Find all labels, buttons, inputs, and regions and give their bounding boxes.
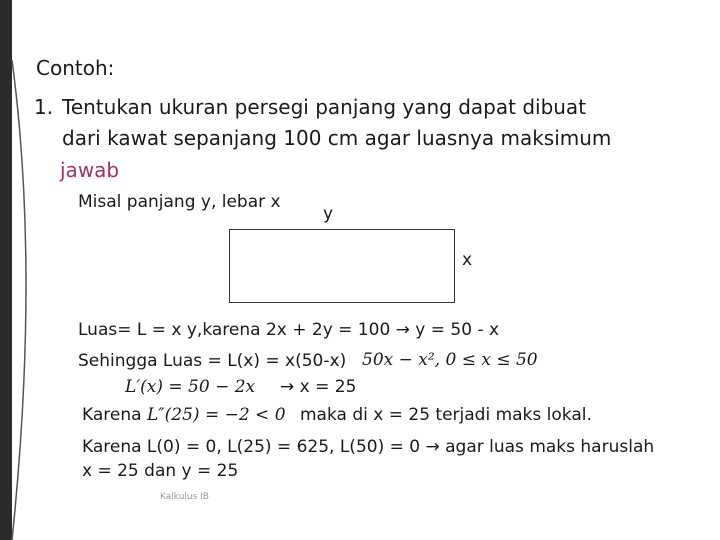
endpoint-check: Karena L(0) = 0, L(25) = 625, L(50) = 0 → agar luas maks haruslah [82, 437, 655, 457]
question-line-2: dari kawat sepanjang 100 cm agar luasnya maksimum [62, 126, 612, 150]
final-answer: x = 25 dan y = 25 [82, 461, 239, 481]
local-max-conclusion: maka di x = 25 terjadi maks lokal. [300, 405, 592, 425]
slide-footer: Kalkulus IB [160, 492, 209, 502]
first-derivative-formula: L′(x) = 50 − 2x [125, 377, 256, 397]
rectangle-diagram [229, 229, 455, 303]
second-derivative-lead: Karena [82, 405, 142, 425]
slide-title: Contoh: [36, 56, 115, 80]
rectangle-label-x: x [462, 250, 473, 270]
rectangle-label-y: y [323, 204, 334, 224]
assumption-text: Misal panjang y, lebar x [78, 192, 281, 212]
area-equation: Luas= L = x y,karena 2x + 2y = 100 → y = 50 - x [78, 320, 500, 340]
decorative-curve [0, 0, 60, 540]
question-line-1: Tentukan ukuran persegi panjang yang dapat dibuat [62, 95, 587, 119]
area-function-formula: 50x − x², 0 ≤ x ≤ 50 [362, 350, 538, 370]
answer-label: jawab [60, 158, 120, 182]
second-derivative-formula: L″(25) = −2 < 0 [147, 405, 286, 425]
area-function-text: Sehingga Luas = L(x) = x(50-x) [78, 351, 347, 371]
critical-point-text: → x = 25 [280, 377, 357, 397]
question-number: 1. [34, 95, 54, 119]
